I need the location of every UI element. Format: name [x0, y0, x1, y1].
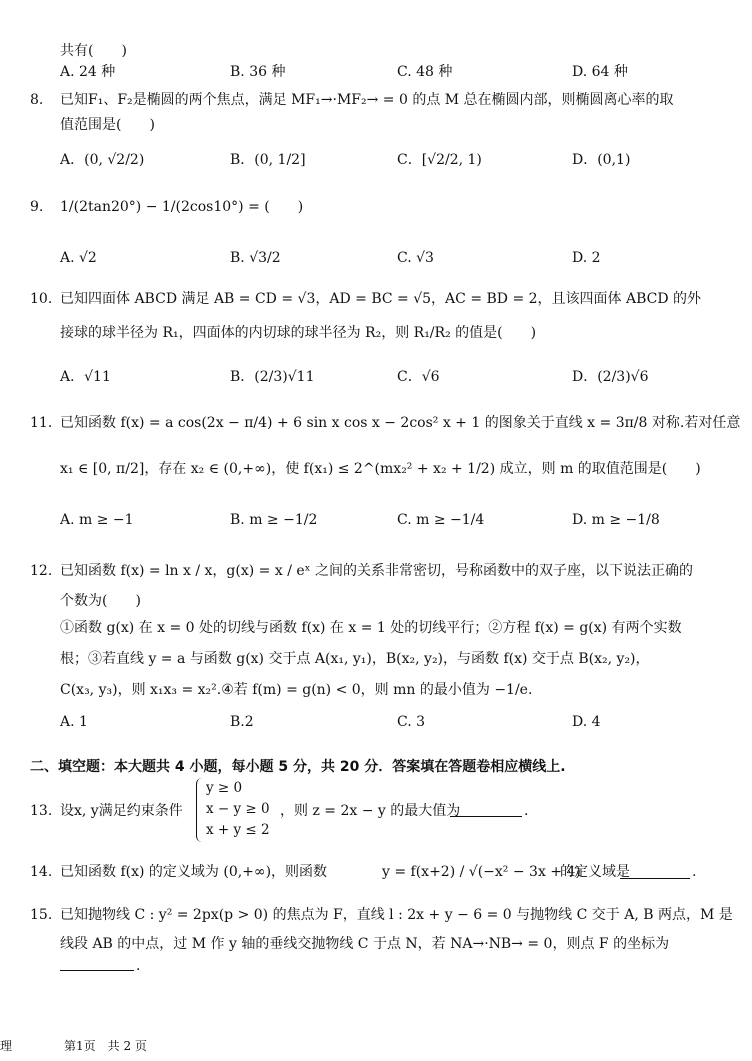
- q11-number: 11.: [30, 415, 53, 431]
- q10-line1: 已知四面体 ABCD 满足 AB = CD = √3，AD = BC = √5，AC = BD = 2，且该四面体 ABCD 的外: [60, 291, 702, 307]
- q12-option-c: C. 3: [397, 714, 426, 730]
- q13-number: 13.: [30, 803, 53, 819]
- q11-line2: x₁ ∈ [0, π/2]，存在 x₂ ∈ (0,+∞)，使 f(x₁) ≤ 2^(mx₂² + x₂ + 1/2) 成立，则 m 的取值范围是( ): [60, 461, 701, 477]
- q7-option-b: B. 36 种: [230, 64, 286, 80]
- q14-function: y = f(x+2) / √(−x² − 3x + 4): [382, 864, 581, 880]
- q12-line4: 根；③若直线 y = a 与函数 g(x) 交于点 A(x₁, y₁)，B(x₂, y₂)，与函数 f(x) 交于点 B(x₂, y₂)，: [60, 651, 650, 667]
- q7-stem-tail: 共有( ): [60, 43, 127, 59]
- q14-tail: 的定义域是: [560, 864, 630, 880]
- q10-options: [60, 357, 712, 397]
- q12-number: 12.: [30, 563, 53, 579]
- q8-option-a: A．(0, √2/2): [60, 152, 145, 168]
- q14-answer-blank[interactable]: [620, 878, 690, 879]
- q13-tail: ，则 z = 2x − y 的最大值为: [280, 803, 461, 819]
- q13-brace: [196, 778, 205, 842]
- q7-option-d: D. 64 种: [572, 64, 628, 80]
- q11-option-a: A. m ≥ −1: [60, 512, 134, 528]
- q13-constraints: [206, 778, 270, 841]
- q14-number: 14.: [30, 864, 53, 880]
- q7-options: [60, 52, 712, 92]
- q8-line1: 已知F₁、F₂是椭圆的两个焦点，满足 MF₁→·MF₂→ = 0 的点 M 总在椭圆内部，则椭圆离心率的取: [60, 92, 674, 108]
- q12-line2: 个数为( ): [60, 593, 141, 609]
- q11-option-c: C. m ≥ −1/4: [397, 512, 485, 528]
- q8-option-d: D．(0,1): [572, 152, 631, 168]
- q8-line2: 值范围是( ): [60, 117, 155, 133]
- q15-number: 15.: [30, 907, 53, 923]
- q8-option-b: B．(0, 1/2]: [230, 152, 306, 168]
- q11-line1: 已知函数 f(x) = a cos(2x − π/4) + 6 sin x cos x − 2cos² x + 1 的图象关于直线 x = 3π/8 对称.若对任意: [60, 415, 741, 431]
- q8-option-c: C．[√2/2, 1): [397, 152, 482, 168]
- q9-option-a: A. √2: [60, 250, 97, 266]
- q12-line5: C(x₃, y₃)，则 x₁x₃ = x₂².④若 f(m) = g(n) < 0，则 mn 的最小值为 −1/e.: [60, 682, 533, 698]
- q9-expression: 1/(2tan20°) − 1/(2cos10°) = ( ): [60, 199, 304, 215]
- q8-options: [60, 140, 712, 180]
- q7-option-c: C. 48 种: [397, 64, 453, 80]
- q14-period: .: [692, 864, 697, 880]
- q14-lead: 已知函数 f(x) 的定义域为 (0,+∞)，则函数: [60, 864, 328, 880]
- q15-period: .: [136, 958, 141, 974]
- q9-option-b: B. √3/2: [230, 250, 281, 266]
- q9-options: [60, 238, 712, 278]
- q12-line3: ①函数 g(x) 在 x = 0 处的切线与函数 f(x) 在 x = 1 处的切线平行；②方程 f(x) = g(x) 有两个实数: [60, 620, 682, 636]
- q13-constraint-2: x − y ≥ 0: [206, 801, 270, 817]
- q10-option-d: D．(2/3)√6: [572, 369, 649, 385]
- q10-number: 10.: [30, 291, 53, 307]
- footer-page-number: 第1页 共 2 页: [64, 1039, 147, 1053]
- q11-options: [60, 500, 712, 540]
- q9-option-d: D. 2: [572, 250, 601, 266]
- q10-option-b: B．(2/3)√11: [230, 369, 315, 385]
- section-heading-fill-in: 二、填空题：本大题共 4 小题，每小题 5 分，共 20 分．答案填在答题卷相应横线上.: [30, 759, 566, 775]
- q11-option-b: B. m ≥ −1/2: [230, 512, 318, 528]
- q13-constraint-1: y ≥ 0: [206, 780, 243, 796]
- q12-option-a: A. 1: [60, 714, 88, 730]
- q10-option-c: C．√6: [397, 369, 440, 385]
- q12-options: [60, 702, 712, 742]
- q7-option-a: A. 24 种: [60, 64, 116, 80]
- q9-option-c: C. √3: [397, 250, 434, 266]
- q13-answer-blank[interactable]: [450, 816, 522, 817]
- q10-line2: 接球的球半径为 R₁，四面体的内切球的球半径为 R₂，则 R₁/R₂ 的值是( ): [60, 325, 537, 341]
- q12-option-d: D. 4: [572, 714, 601, 730]
- footer-subject: 理: [0, 1039, 13, 1053]
- q15-line1: 已知抛物线 C : y² = 2px(p > 0) 的焦点为 F，直线 l : 2x + y − 6 = 0 与抛物线 C 交于 A, B 两点，M 是: [60, 907, 733, 923]
- q15-answer-blank[interactable]: [60, 970, 134, 971]
- q9-number: 9.: [30, 199, 44, 215]
- q13-period: .: [524, 803, 529, 819]
- q15-line2: 线段 AB 的中点，过 M 作 y 轴的垂线交抛物线 C 于点 N，若 NA→·NB→ = 0，则点 F 的坐标为: [60, 936, 670, 952]
- q12-line1: 已知函数 f(x) = ln x / x，g(x) = x / eˣ 之间的关系非常密切，号称函数中的双子座，以下说法正确的: [60, 563, 694, 579]
- q13-constraint-3: x + y ≤ 2: [206, 822, 270, 838]
- q8-number: 8.: [30, 92, 44, 108]
- q10-option-a: A．√11: [60, 369, 111, 385]
- q11-option-d: D. m ≥ −1/8: [572, 512, 660, 528]
- q13-lead: 设x, y满足约束条件: [60, 803, 183, 819]
- q12-option-b: B.2: [230, 714, 254, 730]
